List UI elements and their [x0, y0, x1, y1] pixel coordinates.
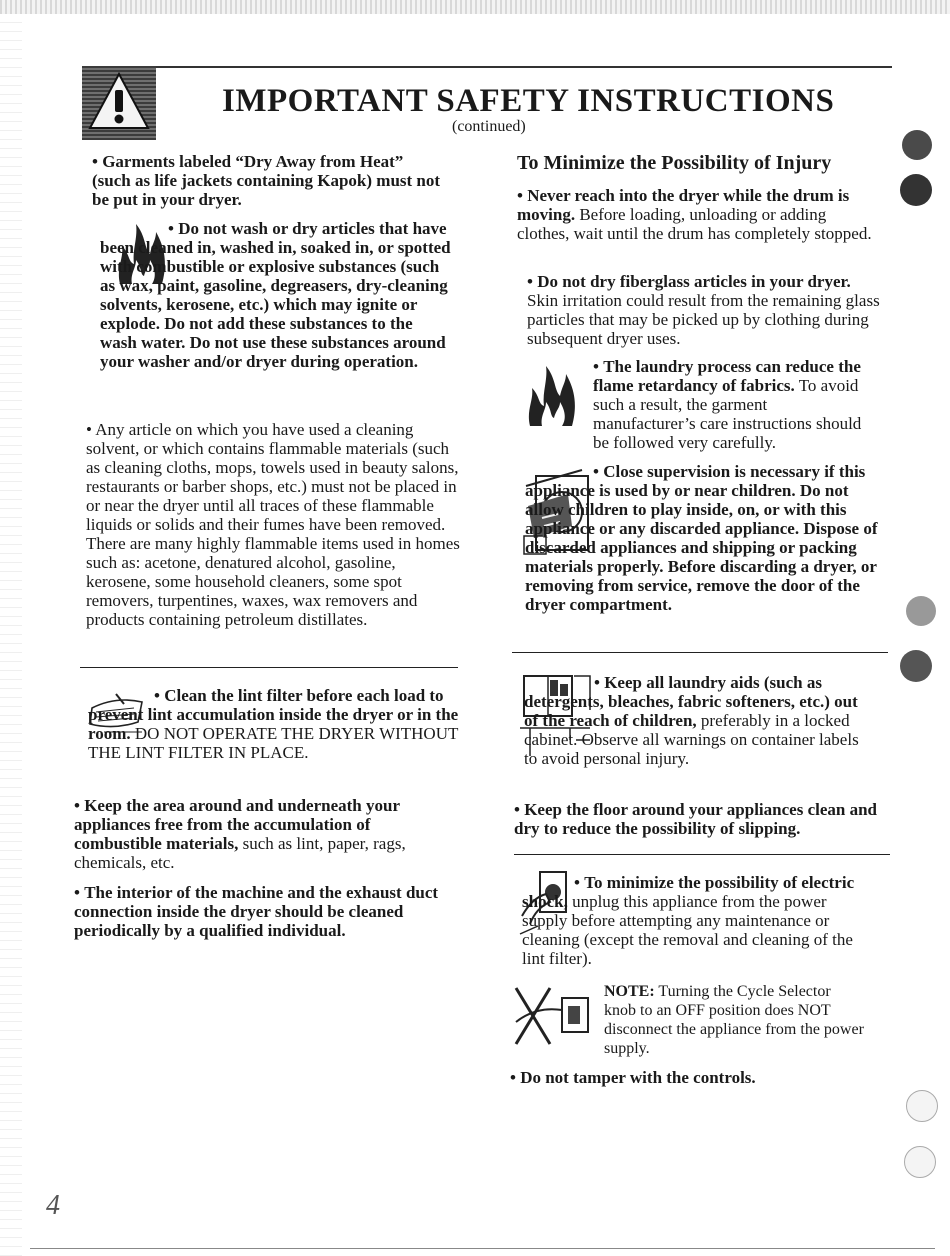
item-never-reach: • Never reach into the dryer while the drum is moving. Before loading, unloading or adding clothes, wait until the drum has completely stopped. [517, 186, 872, 243]
binder-hole-3 [906, 596, 936, 626]
item-floor-clean: • Keep the floor around your appliances clean and dry to reduce the possibility of slipping. [514, 800, 877, 838]
item-clean-lint-filter: • Clean the lint filter before each load to prevent lint accumulation inside the dryer or in the room. DO NOT OPERATE THE DRYER WITHOUT THE LINT FILTER IN PLACE. [88, 686, 459, 762]
note-cycle-selector: NOTE: Turning the Cycle Selector knob to an OFF position does NOT disconnect the appliance from the power supply. [604, 983, 864, 1057]
warning-icon [82, 66, 156, 140]
item-laundry-aids: • Keep all laundry aids (such as detergents, bleaches, fabric softeners, etc.) out of the reach of children, preferably in a locked cabinet. Observe all warnings on container labels to avoid personal injury. [524, 673, 859, 768]
divider-right-2 [514, 854, 890, 855]
page-number: 4 [46, 1190, 60, 1221]
unplug-prohibited-icon [510, 982, 594, 1050]
item-electric-shock: • To minimize the possibility of electric shock, unplug this appliance from the power supply before attempting any maintenance or cleaning (except the removal and cleaning of the lint filter). [522, 873, 855, 968]
binder-hole-1 [902, 130, 932, 160]
divider-left-1 [80, 667, 458, 668]
item-keep-area-clear: • Keep the area around and underneath your appliances free from the accumulation of combustible materials, such as lint, paper, rags, chemicals, etc. [74, 796, 406, 872]
flame-icon-2 [522, 360, 580, 430]
item-flame-retardancy: • The laundry process can reduce the flame retardancy of fabrics. To avoid such a result, the garment manufacturer’s care instructions should be followed very carefully. [593, 357, 862, 452]
item-garments-dry-away: • Garments labeled “Dry Away from Heat” (such as life jackets containing Kapok) must not be put in your dryer. [92, 152, 441, 209]
scan-artifact-top [0, 0, 950, 14]
item-supervision-children: • Close supervision is necessary if this appliance is used by or near children. Do not allow children to play inside, on, or with this appliance or any discarded appliance. Dispose of discarded appliances and shipping or packing materials properly. Before discarding a dryer, or removing from service, remove the door of the dryer compartment. [525, 462, 878, 614]
scan-artifact-left [0, 14, 22, 1256]
item-fiberglass: • Do not dry fiberglass articles in your dryer. Skin irritation could result from the remaining glass particles that may be picked up by clothing during subsequent dryer uses. [527, 272, 880, 348]
page-title: IMPORTANT SAFETY INSTRUCTIONS [222, 83, 835, 119]
section-heading-injury: To Minimize the Possibility of Injury [517, 152, 832, 174]
binder-hole-6 [904, 1146, 936, 1178]
item-flammable-articles: • Any article on which you have used a cleaning solvent, or which contains flammable materials (such as cleaning cloths, mops, towels used in beauty salons, restaurants or barber shops, etc.) must not be placed in or near the dryer until all traces of these flammable liquids or solids and their fumes have been removed. There are many highly flammable items used in homes such as: acetone, denatured alcohol, gasoline, kerosene, some household cleaners, some spot removers, turpentines, waxes, wax removers and products containing petroleum distillates. [86, 420, 460, 629]
header-rule [150, 66, 892, 68]
divider-right-1 [512, 652, 888, 653]
item-combustible-substances: • Do not wash or dry articles that have been cleaned in, washed in, soaked in, or spotted with combustible or explosive substances (such as wax, paint, gasoline, degreasers, dry-cleaning solvents, kerosene, etc.) which may ignite or explode. Do not add these substances to the wash water. Do not use these substances around your washer and/or dryer during operation. [100, 219, 451, 371]
footer-rule [30, 1248, 935, 1249]
item-do-not-tamper: • Do not tamper with the controls. [510, 1068, 756, 1087]
binder-hole-4 [900, 650, 932, 682]
binder-hole-5 [906, 1090, 938, 1122]
binder-hole-2 [900, 174, 932, 206]
page-subtitle: (continued) [452, 118, 526, 135]
item-exhaust-cleaning: • The interior of the machine and the exhaust duct connection inside the dryer should be cleaned periodically by a qualified individual. [74, 883, 439, 940]
